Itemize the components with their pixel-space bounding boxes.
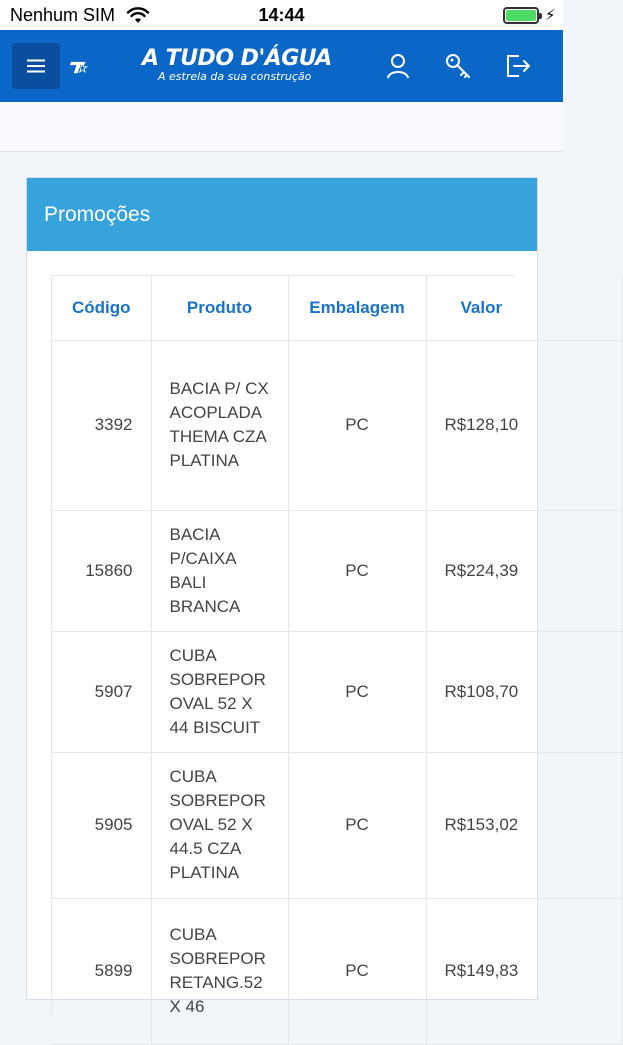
status-time: 14:44: [258, 5, 305, 25]
table-row[interactable]: [52, 898, 622, 1044]
column-header-value[interactable]: Valor: [426, 276, 622, 340]
cell-value: R$224,39: [426, 510, 622, 631]
cell-product: CUBA SOBREPOR RETANG.52 X 46: [151, 898, 288, 1044]
column-header-package[interactable]: Embalagem: [288, 276, 426, 340]
cell-code: 3392: [52, 340, 151, 510]
cell-value: R$149,83: [426, 898, 622, 1044]
table-row[interactable]: [52, 510, 622, 631]
cell-value: R$153,02: [426, 752, 622, 898]
battery-icon: [503, 7, 539, 24]
logout-icon[interactable]: [504, 52, 532, 80]
promotions-panel: [26, 177, 538, 1016]
user-icon[interactable]: [384, 52, 412, 80]
cell-package: PC: [288, 510, 426, 631]
cell-value: R$128,10: [426, 340, 622, 510]
cell-package: PC: [288, 631, 426, 752]
table-row[interactable]: [52, 752, 622, 898]
cell-product: BACIA P/CAIXA BALI BRANCA: [151, 510, 288, 631]
cell-package: PC: [288, 340, 426, 510]
top-navbar: [0, 30, 563, 102]
status-bar: [0, 0, 563, 30]
brand-logo-star-icon: [70, 40, 140, 94]
menu-button[interactable]: [12, 43, 60, 89]
cell-code: 5907: [52, 631, 151, 752]
cell-product: BACIA P/ CX ACOPLADA THEMA CZA PLATINA: [151, 340, 288, 510]
charging-icon: ⚡: [545, 7, 556, 24]
promotions-table: [52, 276, 623, 1045]
panel-title: Promoções: [27, 178, 537, 251]
table-row[interactable]: [52, 340, 622, 510]
cell-code: 5905: [52, 752, 151, 898]
carrier-label: Nenhum SIM: [10, 5, 116, 25]
cell-package: PC: [288, 898, 426, 1044]
brand-name: A TUDO D'ÁGUA: [142, 46, 332, 71]
brand-tagline: A estrela da sua construção: [158, 70, 312, 83]
table-header-row: [52, 276, 622, 340]
key-icon[interactable]: [444, 52, 472, 80]
cell-package: PC: [288, 752, 426, 898]
table-row[interactable]: [52, 631, 622, 752]
cell-product: CUBA SOBREPOR OVAL 52 X 44.5 CZA PLATINA: [151, 752, 288, 898]
column-header-product[interactable]: Produto: [151, 276, 288, 340]
cell-product: CUBA SOBREPOR OVAL 52 X 44 BISCUIT: [151, 631, 288, 752]
menu-icon: [26, 58, 46, 74]
promotions-table-scroll[interactable]: [51, 275, 519, 1016]
cell-code: 15860: [52, 510, 151, 631]
cell-value: R$108,70: [426, 631, 622, 752]
cell-code: 5899: [52, 898, 151, 1044]
column-header-code[interactable]: Código: [52, 276, 151, 340]
sub-header-bar: [0, 102, 563, 152]
